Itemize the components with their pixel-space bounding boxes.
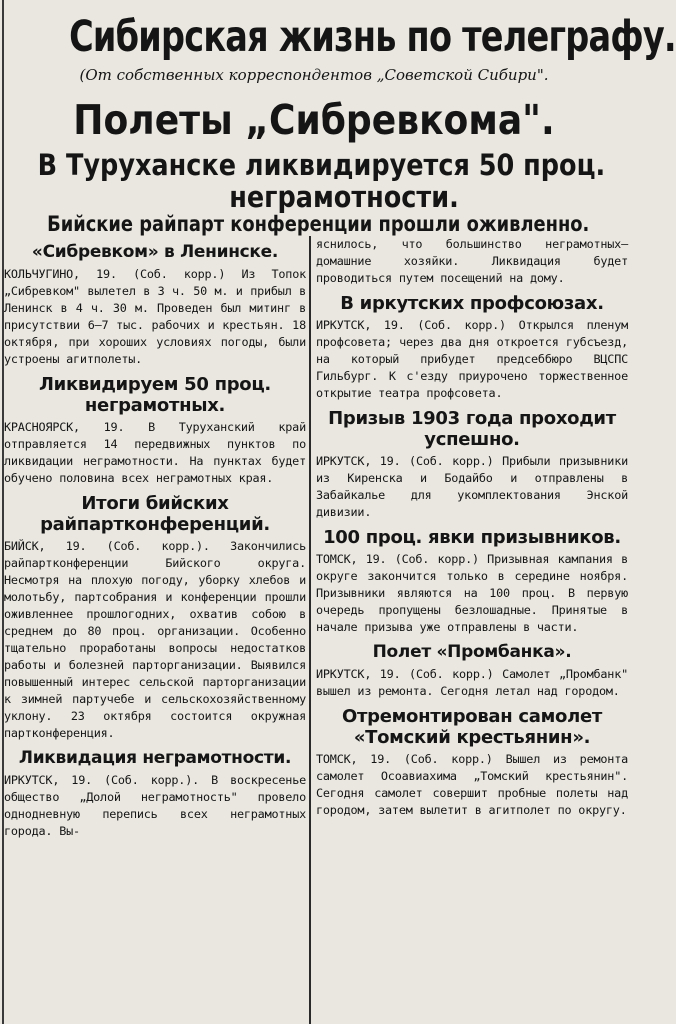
column-divider: [309, 236, 311, 1024]
subheadline-line-3: Бийские райпарт конференции прошли оживленно.: [47, 212, 590, 236]
article-body: ИРКУТСК, 19. (Соб. корр.) Открылся пленум профсовета; через два дня откроется губсъезд, на который прибудет предсеббюро ВЦСПС Гильбург. К с'езду приурочено торжественное открытие театра профсовета.: [316, 318, 628, 400]
article-tomsk-plane: [316, 706, 628, 819]
right-column: [316, 236, 628, 1020]
article-leninsk: [4, 242, 306, 368]
subheadline-line-1: В Туруханске ликвидируется 50 проц.: [37, 148, 606, 182]
article-body: КОЛЬЧУГИНО, 19. (Соб. корр.) Из Топок „Сибревком" вылетел в 3 ч. 50 м. и прибыл в Ленинск в 4 ч. 30 м. Проведен был митинг в присутствии 6—7 тыс. рабочих и крестьян. 18 октября, при хороших условиях погоды, были устроены агитполеты.: [4, 267, 306, 366]
article-body: ИРКУТСК, 19. (Соб. корр.) Прибыли призывники из Киренска и Бодайбо и отправлены в Забайкалье для укомплектования Энской дивизии.: [316, 454, 628, 519]
article-draft-tomsk: [316, 527, 628, 636]
article-title: 100 проц. явки призывников.: [323, 527, 621, 548]
article-biysk: [4, 493, 306, 742]
article-prombank-flight: [316, 642, 628, 700]
main-headline: Полеты „Сибревкома".: [73, 96, 555, 144]
article-title: Итоги бийских райпартконференций.: [40, 493, 270, 535]
article-draft-1903: [316, 408, 628, 521]
article-title: Отремонтирован самолет «Томский крестьянин».: [342, 706, 602, 748]
left-column: [4, 236, 306, 1020]
subheadline-line-2: неграмотности.: [229, 180, 459, 214]
article-title: Призыв 1903 года проходит успешно.: [328, 408, 616, 450]
correspondents-subline: (От собственных корреспондентов „Советской Сибири".: [79, 66, 549, 84]
article-body: ИРКУТСК, 19. (Соб. корр.). В воскресенье общество „Долой неграмотность" провело однодневную перепись всех неграмотных города. Вы-: [4, 773, 306, 838]
article-title: В иркутских профсоюзах.: [340, 293, 604, 314]
article-body: БИЙСК, 19. (Соб. корр.). Закончились райпартконференции Бийского округа. Несмотря на плохую погоду, уборку хлебов и молотьбу, партсобрания и конференции прошли оживленнее прошлогодних, охватив собою в среднем до 80 проц. организации. Особенно тщательно проработаны вопросы недостатков работы и болезней парторганизации. Выявился повышенный интерес сельской парторганизации к зимней партучебе и сельскохозяйственному уклону. 23 октября состоится окружная партконференция.: [4, 539, 306, 740]
article-body: яснилось, что большинство неграмотных—домашние хозяйки. Ликвидация будет проводиться путем посещений на дому.: [316, 237, 628, 285]
article-body: ИРКУТСК, 19. (Соб. корр.) Самолет „Промбанк" вышел из ремонта. Сегодня летал над городом.: [316, 667, 628, 698]
article-irkutsk-literacy: [4, 748, 306, 840]
article-title: Полет «Промбанка».: [372, 642, 572, 662]
article-body: ТОМСК, 19. (Соб. корр.) Вышел из ремонта самолет Осоавиахима „Томский крестьянин". Сегодня самолет совершит пробные полеты над городом, затем вылетит в агитполет по округу.: [316, 752, 628, 817]
article-title: Ликвидируем 50 проц. неграмотных.: [39, 374, 271, 416]
article-continuation: [316, 236, 628, 287]
article-turukhansk: [4, 374, 306, 487]
article-irkutsk-unions: [316, 293, 628, 402]
masthead: Сибирская жизнь по телеграфу.: [69, 12, 676, 62]
article-body: ТОМСК, 19. (Соб. корр.) Призывная кампания в округе закончится только в середине ноября. Призывники являются на 100 проц. В первую очередь пропущены безлошадные. Принятые в начале призыва уже отправлены в части.: [316, 552, 628, 634]
article-title: Ликвидация неграмотности.: [18, 748, 292, 768]
article-title: «Сибревком» в Ленинске.: [31, 242, 279, 262]
article-body: КРАСНОЯРСК, 19. В Туруханский край отправляется 14 передвижных пунктов по ликвидации неграмотности. На пунктах будет обучено половина всех неграмотных края.: [4, 420, 306, 485]
